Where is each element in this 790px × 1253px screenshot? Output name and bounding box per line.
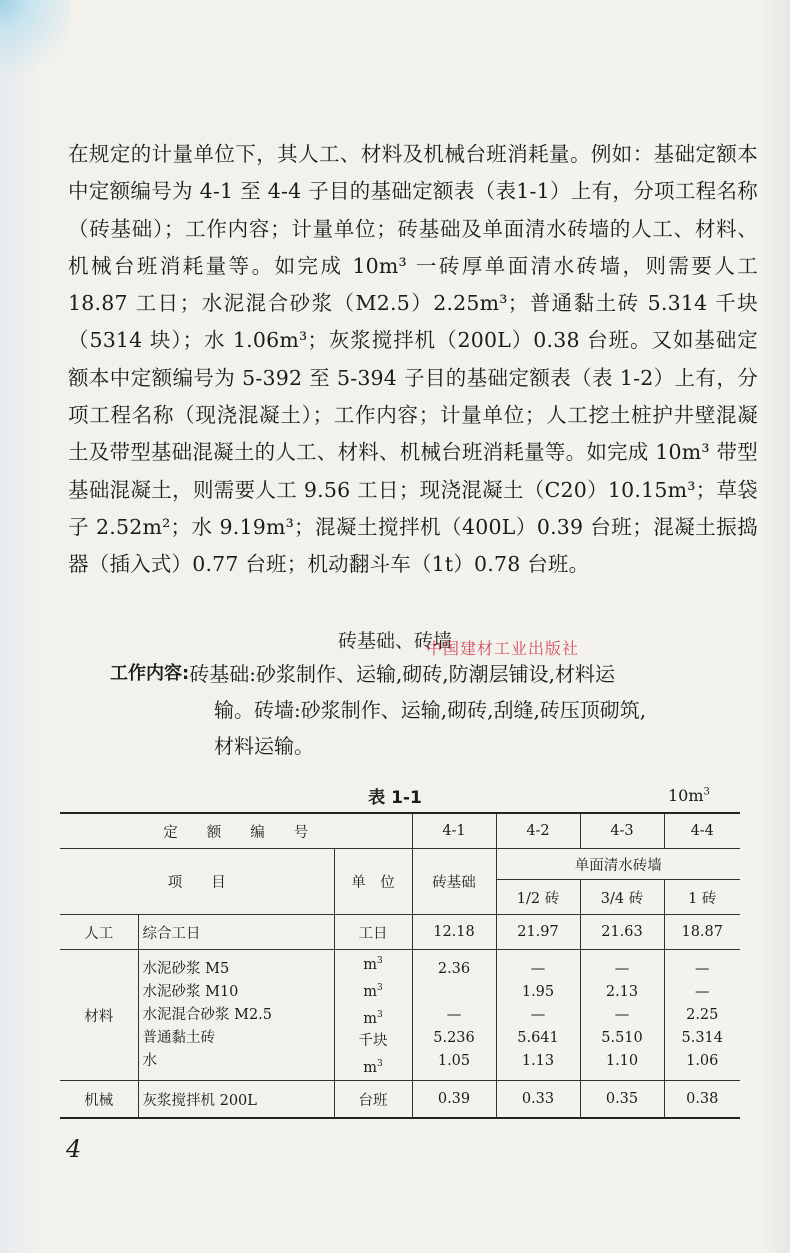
unit-header: 单 位 bbox=[334, 849, 412, 915]
material-units bbox=[334, 950, 412, 1081]
value-cell: 5.641 bbox=[517, 1029, 559, 1046]
table-row bbox=[60, 1081, 740, 1119]
value-cell: — bbox=[530, 1006, 546, 1023]
value-cell: 21.63 bbox=[580, 915, 664, 950]
material-values-col bbox=[496, 950, 580, 1081]
wall-sub-header: 1 砖 bbox=[664, 880, 740, 915]
wall-sub-header: 3/4 砖 bbox=[580, 880, 664, 915]
table-row bbox=[60, 813, 740, 849]
body-paragraph bbox=[68, 136, 758, 584]
publisher-watermark: 中国建材工业出版社 bbox=[426, 639, 580, 658]
value-cell: — bbox=[695, 960, 710, 977]
wall-group-header: 单面清水砖墙 bbox=[496, 849, 740, 880]
code-cell: 4-1 bbox=[412, 813, 496, 849]
value-cell: 1.10 bbox=[605, 1052, 639, 1069]
value-cell: 0.38 bbox=[664, 1081, 740, 1119]
value-cell: — bbox=[695, 983, 710, 1000]
page-corner-tint bbox=[0, 0, 70, 110]
category-labor: 人工 bbox=[60, 915, 138, 950]
value-cell: 1.13 bbox=[521, 1052, 555, 1069]
material-item: 水泥砂浆 M5 bbox=[142, 960, 230, 977]
material-item: 水 bbox=[142, 1052, 157, 1069]
labor-unit: 工日 bbox=[334, 915, 412, 950]
category-machinery: 机械 bbox=[84, 1092, 114, 1109]
machinery-unit: 台班 bbox=[334, 1081, 412, 1119]
machinery-item: 灰浆搅拌机 200L bbox=[138, 1081, 334, 1119]
code-header: 定 额 编 号 bbox=[60, 813, 412, 849]
value-cell bbox=[417, 981, 492, 1004]
material-items bbox=[138, 950, 334, 1081]
material-values-col bbox=[580, 950, 664, 1081]
brick-base-header: 砖基础 bbox=[412, 849, 496, 915]
material-item: 水泥砂浆 M10 bbox=[142, 983, 239, 1000]
section-heading: 砖基础、砖墙 bbox=[337, 630, 452, 652]
code-cell: 4-2 bbox=[496, 813, 580, 849]
value-cell: 5.510 bbox=[601, 1029, 643, 1046]
value-cell: — bbox=[446, 1006, 462, 1023]
value-cell: 21.97 bbox=[496, 915, 580, 950]
material-values-col bbox=[664, 950, 740, 1081]
category-materials: 材料 bbox=[60, 950, 138, 1081]
paragraph-text: 在规定的计量单位下，其人工、材料及机械台班消耗量。例如：基础定额本中定额编号为 4-1 至 4-4 子目的基础定额表（表1-1）上有，分项工程名称（砖基础）；工作内容；计量单位；砖基础及单面清水砖墙的人工、材料、机械台班消耗量等。如完成 10m³ 一砖厚单面清水砖墙，则需要人工 18.87 工日；水泥混合砂浆（M2.5）2.25m³；普通黏土砖 5.314 千块（5314 块）；水 1.06m³；灰浆搅拌机（200L）0.38 台班。又如基础定额本中定额编号为 5-392 至 5-394 子目的基础定额表（表 1-2）上有，分项工程名称（现浇混凝土）；工作内容；计量单位；人工挖土桩护井壁混凝土及带型基础混凝土的人工、材料、机械台班消耗量等。如完成 10m³ 带型基础混凝土，则需要人工 9.56 工日；现浇混凝土（C20）10.15m³；草袋子 2.52m²；水 9.19m³；混凝土搅拌机（400L）0.39 台班；混凝土振捣器（插入式）0.77 台班；机动翻斗车（1t）0.78 台班。 bbox=[68, 142, 758, 577]
value-cell: — bbox=[614, 1006, 630, 1023]
page-number: 4 bbox=[66, 1135, 82, 1163]
material-unit: $m^3$ bbox=[363, 956, 383, 973]
work-content-line1: 砖基础:砂浆制作、运输,砌砖,防潮层铺设,材料运 bbox=[189, 662, 616, 686]
value-cell: 1.05 bbox=[437, 1052, 471, 1069]
table-row bbox=[60, 849, 740, 880]
labor-item: 综合工日 bbox=[138, 915, 334, 950]
value-cell: 18.87 bbox=[664, 915, 740, 950]
table-caption: 表 1-1 bbox=[368, 788, 422, 808]
work-content bbox=[110, 656, 750, 764]
work-content-line2: 输。砖墙:砂浆制作、运输,砌砖,刮缝,砖压顶砌筑, bbox=[214, 698, 647, 722]
material-unit: $m^3$ bbox=[363, 1009, 383, 1027]
value-cell: 12.18 bbox=[412, 915, 496, 950]
work-content-line3: 材料运输。 bbox=[214, 734, 314, 758]
work-content-label: 工作内容: bbox=[110, 663, 190, 684]
value-cell: 5.236 bbox=[433, 1029, 475, 1046]
material-unit: 千块 bbox=[358, 1033, 388, 1050]
code-cell: 4-4 bbox=[664, 813, 740, 849]
material-unit: $m^3$ bbox=[363, 1059, 383, 1077]
value-cell: 5.314 bbox=[681, 1029, 723, 1046]
material-unit: $m^3$ bbox=[363, 982, 383, 1000]
table-row bbox=[60, 950, 740, 1081]
material-item: 水泥混合砂浆 M2.5 bbox=[142, 1006, 273, 1023]
table-unit: $10m^3$ bbox=[668, 786, 710, 805]
quota-table bbox=[60, 812, 740, 1119]
value-cell: 0.39 bbox=[412, 1081, 496, 1119]
value-cell: 0.35 bbox=[580, 1081, 664, 1119]
item-header: 项 目 bbox=[60, 849, 334, 915]
wall-sub-header: 1/2 砖 bbox=[496, 880, 580, 915]
value-cell: 1.95 bbox=[521, 983, 555, 1000]
code-cell: 4-3 bbox=[580, 813, 664, 849]
table-row bbox=[60, 915, 740, 950]
value-cell: 2.25 bbox=[686, 1006, 719, 1023]
value-cell: 0.33 bbox=[496, 1081, 580, 1119]
value-cell: 2.36 bbox=[437, 960, 471, 977]
material-item: 普通黏土砖 bbox=[142, 1029, 215, 1046]
value-cell: — bbox=[614, 960, 630, 977]
value-cell: 1.06 bbox=[686, 1052, 719, 1069]
value-cell: — bbox=[530, 960, 546, 977]
material-values-col bbox=[412, 950, 496, 1081]
value-cell: 2.13 bbox=[605, 983, 639, 1000]
